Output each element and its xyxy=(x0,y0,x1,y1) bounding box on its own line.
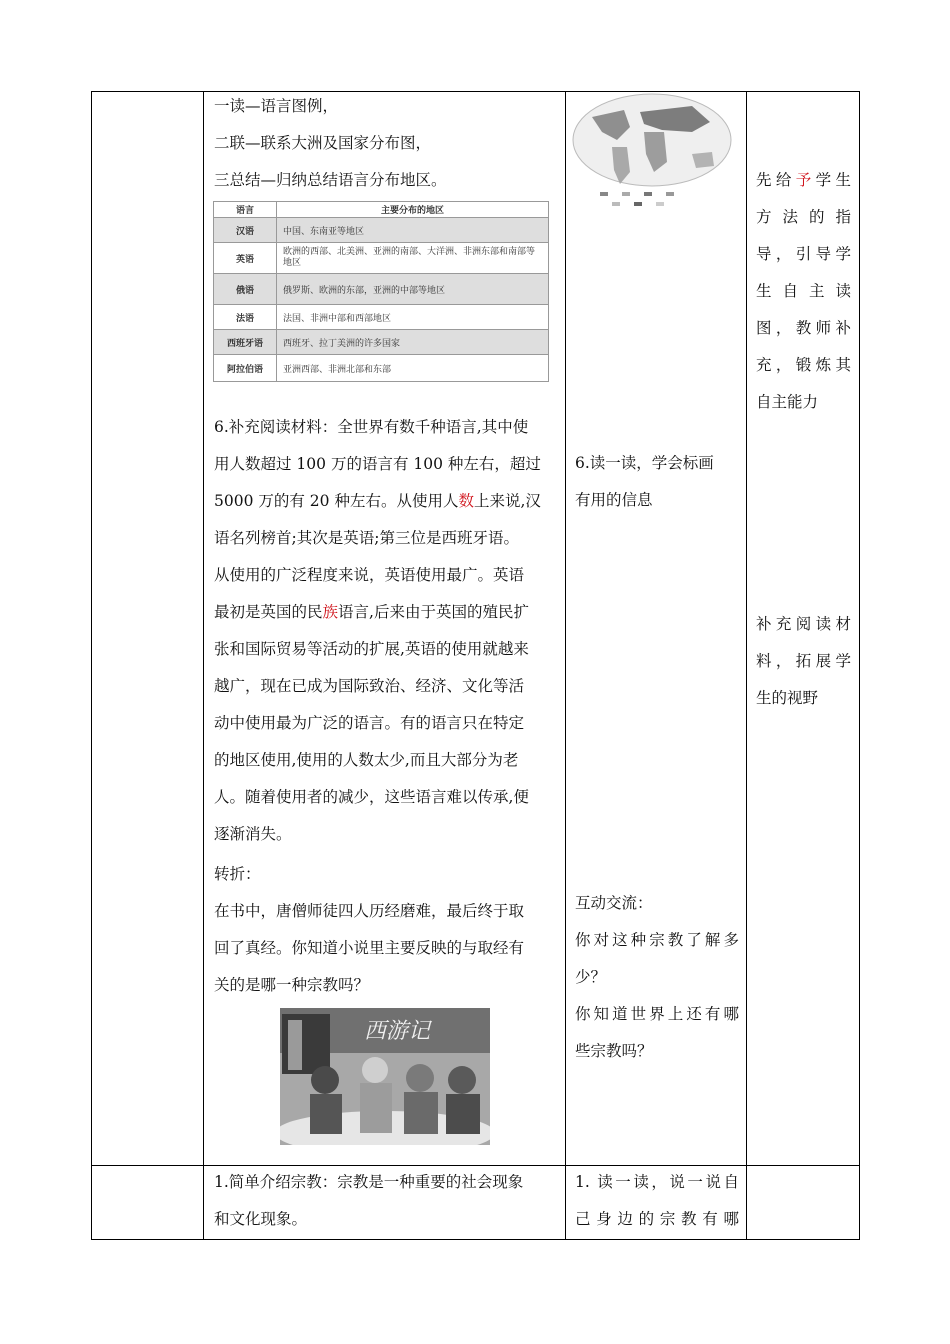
student-activity-interaction: 互动交流： 你对这种宗教了解多 少？ 你知道世界上还有哪 些宗教吗？ xyxy=(575,894,739,1060)
reading-line: 用人数超过 100 万的语言有 100 种左右，超过 xyxy=(214,455,541,473)
image-caption: 西游记 xyxy=(364,1019,431,1044)
col-border-3 xyxy=(746,91,747,1240)
world-map-graphic xyxy=(572,92,732,212)
reading-line: 越广，现在已成为国际致治、经济、文化等活 xyxy=(214,677,525,695)
reading-line: 的地区使用,使用的人数太少,而且大部分为老 xyxy=(214,751,519,769)
reading-line: 语名列榜首;其次是英语;第三位是西班牙语。 xyxy=(214,529,519,547)
world-language-map xyxy=(572,92,732,212)
header-language: 语言 xyxy=(214,202,277,218)
table-bottom-border xyxy=(91,1239,859,1240)
design-intent-method: 先给予学生 方法的指 导，引导学 生自主读 图，教师补 充，锻炼其 自主能力 xyxy=(756,171,851,411)
language-distribution-table xyxy=(213,201,549,382)
reading-line: 6.补充阅读材料：全世界有数千种语言,其中使 xyxy=(214,418,529,436)
journey-to-the-west-image xyxy=(280,1008,490,1145)
supplementary-reading xyxy=(214,409,555,853)
table-row: 法语 法国、非洲中部和西部地区 xyxy=(214,305,549,330)
design-intent-reading: 补充阅读材 料，拓展学 生的视野 xyxy=(756,615,851,707)
col-border-2 xyxy=(565,91,566,1240)
col-border-4 xyxy=(859,91,860,1240)
table-row: 西班牙语 西班牙、拉丁美洲的许多国家 xyxy=(214,330,549,355)
step-2: 二联—联系大洲及国家分布图， xyxy=(214,134,432,152)
reading-line: 逐渐消失。 xyxy=(214,825,292,843)
reading-line: 人。随着使用者的减少，这些语言难以传承,便 xyxy=(214,788,529,806)
table-top-border xyxy=(91,91,859,92)
reading-line: 动中使用最为广泛的语言。有的语言只在特定 xyxy=(214,714,525,732)
col-border-1 xyxy=(203,91,204,1240)
reading-method-steps xyxy=(214,88,447,199)
step-1: 一读—语言图例， xyxy=(214,97,339,115)
reading-line: 从使用的广泛程度来说，英语使用最广。英语 xyxy=(214,566,525,584)
xiyouji-illustration xyxy=(280,1008,490,1145)
header-region: 主要分布的地区 xyxy=(277,202,549,218)
table-row: 俄语 俄罗斯、欧洲的东部，亚洲的中部等地区 xyxy=(214,274,549,305)
table-row: 汉语 中国、东南亚等地区 xyxy=(214,218,549,243)
transition-section xyxy=(214,856,524,1004)
transition-line: 关的是哪一种宗教吗？ xyxy=(214,976,370,994)
reading-line: 最初是英国的民族语言,后来由于英国的殖民扩 xyxy=(214,603,529,621)
student-activity-read: 6.读一读，学会标画 有用的信息 xyxy=(575,454,714,509)
step-3: 三总结—归纳总结语言分布地区。 xyxy=(214,171,447,189)
transition-line: 回了真经。你知道小说里主要反映的与取经有 xyxy=(214,939,525,957)
religion-activity: 1. 读一读，说一说自 己身边的宗教有哪 xyxy=(575,1173,739,1228)
table-row: 阿拉伯语 亚洲西部、非洲北部和东部 xyxy=(214,355,549,382)
transition-title: 转折： xyxy=(214,865,261,883)
col-border-0 xyxy=(91,91,92,1240)
reading-line: 张和国际贸易等活动的扩展,英语的使用就越来 xyxy=(214,640,529,658)
reading-line: 5000 万的有 20 种左右。从使用人数上来说,汉 xyxy=(214,492,541,510)
religion-intro: 1.简单介绍宗教：宗教是一种重要的社会现象 和文化现象。 xyxy=(214,1173,524,1228)
transition-line: 在书中，唐僧师徒四人历经磨难，最后终于取 xyxy=(214,902,525,920)
table-row: 英语 欧洲的西部、北美洲、亚洲的南部、大洋洲、非洲东部和南部等地区 xyxy=(214,243,549,274)
